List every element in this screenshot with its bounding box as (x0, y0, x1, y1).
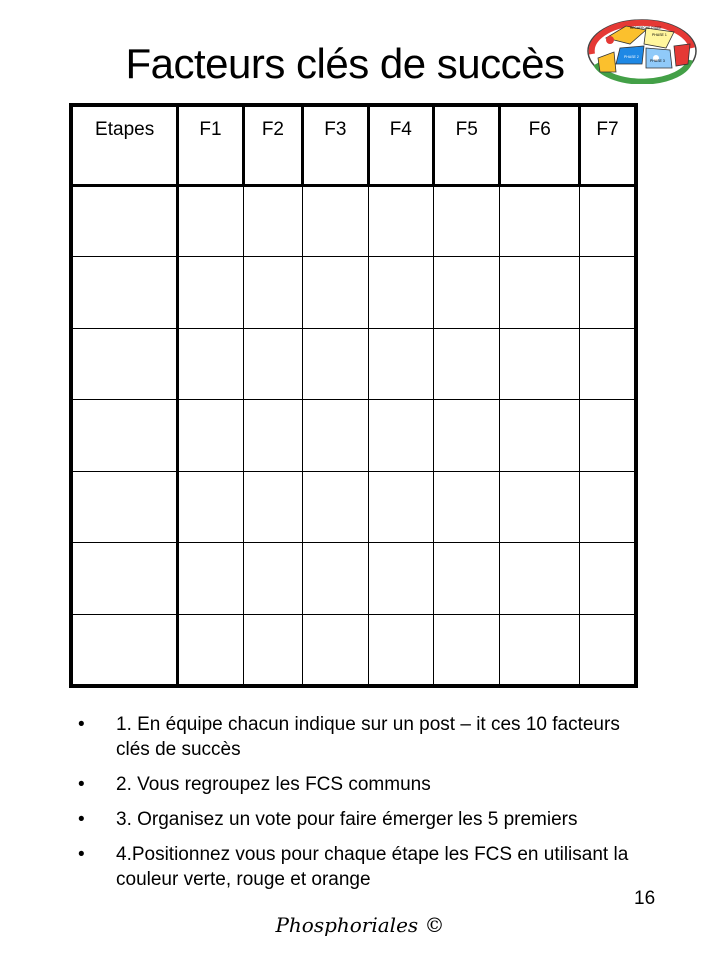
table-cell-factor[interactable] (580, 543, 636, 615)
instruction-text: 3. Organisez un vote pour faire émerger les 5 premiers (116, 809, 578, 830)
table-cell-factor[interactable] (368, 543, 433, 615)
bullet-marker: • (78, 809, 85, 830)
table-cell-factor[interactable] (500, 614, 580, 686)
table-cell-factor[interactable] (178, 400, 243, 472)
table-row (71, 614, 636, 686)
table-cell-factor[interactable] (178, 543, 243, 615)
header-f6: F6 (500, 105, 580, 185)
table-cell-factor[interactable] (434, 400, 500, 472)
table-cell-factor[interactable] (368, 614, 433, 686)
table-cell-factor[interactable] (178, 471, 243, 543)
table-cell-factor[interactable] (303, 328, 368, 400)
instructions-list (78, 712, 658, 902)
table-cell-factor[interactable] (580, 471, 636, 543)
table-cell-factor[interactable] (368, 328, 433, 400)
table-cell-factor[interactable] (368, 185, 433, 257)
table-cell-etape[interactable] (71, 328, 178, 400)
header-etapes: Etapes (71, 105, 178, 185)
table-cell-factor[interactable] (434, 471, 500, 543)
table-cell-factor[interactable] (178, 614, 243, 686)
table-cell-factor[interactable] (500, 471, 580, 543)
table-cell-etape[interactable] (71, 471, 178, 543)
logo-text-1: RECHERCHE D'IDEE (630, 26, 662, 30)
table-cell-factor[interactable] (243, 257, 302, 329)
table-cell-factor[interactable] (243, 543, 302, 615)
table-row (71, 185, 636, 257)
table-header-row (71, 105, 636, 185)
bullet-marker: • (78, 844, 85, 865)
bullet-marker: • (78, 714, 85, 735)
table-cell-factor[interactable] (580, 400, 636, 472)
table-cell-etape[interactable] (71, 400, 178, 472)
table-row (71, 543, 636, 615)
page-title: Facteurs clés de succès (125, 40, 565, 87)
table-cell-factor[interactable] (500, 328, 580, 400)
table-row (71, 471, 636, 543)
logo-text-4: PHASE 3 (650, 59, 665, 63)
table-cell-etape[interactable] (71, 543, 178, 615)
table-cell-factor[interactable] (580, 257, 636, 329)
instruction-text: 2. Vous regroupez les FCS communs (116, 774, 431, 795)
table-cell-factor[interactable] (500, 400, 580, 472)
table-cell-factor[interactable] (500, 543, 580, 615)
table-cell-factor[interactable] (303, 400, 368, 472)
header-f2: F2 (243, 105, 302, 185)
header-f4: F4 (368, 105, 433, 185)
logo-text-3: PHASE 2 (624, 55, 639, 59)
table-cell-factor[interactable] (303, 257, 368, 329)
instruction-item (78, 807, 658, 832)
table-row (71, 257, 636, 329)
table-cell-factor[interactable] (243, 185, 302, 257)
table-cell-factor[interactable] (303, 614, 368, 686)
instruction-text: 4.Positionnez vous pour chaque étape les FCS en utilisant la couleur verte, rouge et orange (116, 844, 629, 890)
header-f5: F5 (434, 105, 500, 185)
table-cell-factor[interactable] (243, 400, 302, 472)
header-f3: F3 (303, 105, 368, 185)
bullet-marker: • (78, 774, 85, 795)
table-cell-factor[interactable] (178, 185, 243, 257)
table-cell-factor[interactable] (368, 257, 433, 329)
table-cell-factor[interactable] (243, 471, 302, 543)
header-f1: F1 (178, 105, 243, 185)
table-cell-factor[interactable] (434, 614, 500, 686)
table-cell-factor[interactable] (500, 257, 580, 329)
footer-brand: Phosphoriales © (275, 913, 445, 937)
table-cell-factor[interactable] (434, 328, 500, 400)
table-cell-factor[interactable] (434, 185, 500, 257)
instruction-text: 1. En équipe chacun indique sur un post – it ces 10 facteurs clés de succès (116, 714, 620, 760)
table-cell-factor[interactable] (178, 257, 243, 329)
table-cell-factor[interactable] (434, 257, 500, 329)
table-cell-factor[interactable] (178, 328, 243, 400)
table-cell-etape[interactable] (71, 257, 178, 329)
header-f7: F7 (580, 105, 636, 185)
table-cell-factor[interactable] (580, 328, 636, 400)
success-factors-table (69, 103, 638, 688)
table-row (71, 328, 636, 400)
table-cell-etape[interactable] (71, 185, 178, 257)
table-cell-factor[interactable] (368, 400, 433, 472)
table-cell-factor[interactable] (243, 614, 302, 686)
logo-text-2: PHASE 1 (652, 33, 667, 37)
instruction-item (78, 772, 658, 797)
page-number: 16 (634, 888, 656, 909)
table-cell-factor[interactable] (580, 185, 636, 257)
table-cell-factor[interactable] (580, 614, 636, 686)
instruction-item (78, 712, 658, 762)
table-cell-factor[interactable] (303, 471, 368, 543)
table-cell-factor[interactable] (303, 185, 368, 257)
table-cell-factor[interactable] (434, 543, 500, 615)
table-cell-factor[interactable] (243, 328, 302, 400)
table-cell-etape[interactable] (71, 614, 178, 686)
table-cell-factor[interactable] (368, 471, 433, 543)
instruction-item (78, 842, 658, 892)
table-row (71, 400, 636, 472)
board-game-logo (586, 18, 698, 84)
table-cell-factor[interactable] (500, 185, 580, 257)
table-cell-factor[interactable] (303, 543, 368, 615)
